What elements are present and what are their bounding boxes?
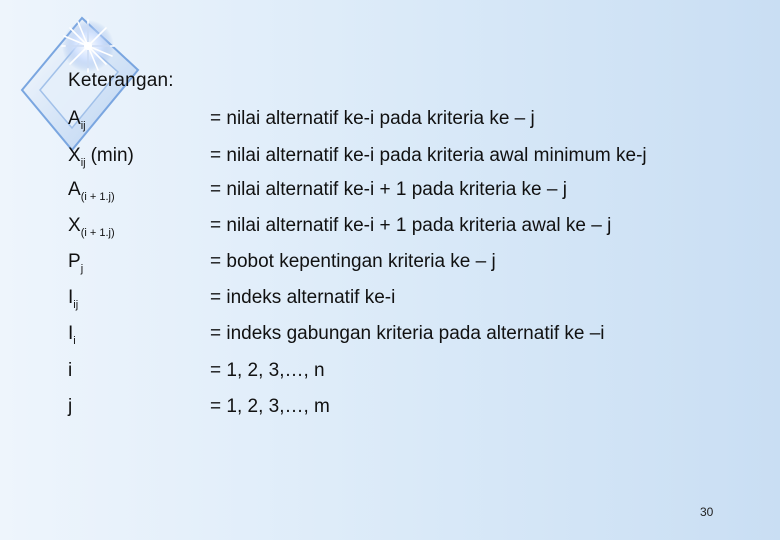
legend-symbol: i (68, 360, 73, 381)
legend-row (68, 360, 768, 388)
legend-symbol: $P_j$ (68, 251, 84, 275)
legend-row (68, 215, 768, 243)
page-number: 30 (700, 505, 714, 519)
legend-definition: = 1, 2, 3,…, m (210, 396, 330, 417)
legend-row (68, 396, 768, 424)
legend-definition: = indeks alternatif ke-i (210, 287, 396, 308)
legend-definition: = 1, 2, 3,…, n (210, 360, 325, 381)
legend-symbol: j (68, 396, 73, 417)
legend-definition: = nilai alternatif ke-i + 1 pada kriteria ke – j (210, 179, 567, 200)
legend-definition: = bobot kepentingan kriteria ke – j (210, 251, 496, 272)
legend-symbol: $I_{ij}$ (68, 287, 79, 311)
legend-symbol: $X_{ij}$ (min) (68, 145, 134, 169)
legend-symbol: $I_i$ (68, 323, 76, 347)
legend-row (68, 108, 768, 136)
legend-row (68, 145, 768, 173)
legend-row (68, 179, 768, 207)
legend-definition: = nilai alternatif ke-i pada kriteria ke – j (210, 108, 535, 129)
legend-symbol: $A_{(i + 1.j)}$ (68, 179, 115, 203)
legend-row (68, 287, 768, 315)
legend-definition: = indeks gabungan kriteria pada alternatif ke –i (210, 323, 605, 344)
legend-row (68, 323, 768, 351)
slide-title: Keterangan: (68, 70, 174, 91)
legend-symbol: $X_{(i + 1.j)}$ (68, 215, 115, 239)
legend-row (68, 251, 768, 279)
legend-symbol: $A_{ij}$ (68, 108, 86, 132)
legend-definition: = nilai alternatif ke-i pada kriteria awal minimum ke-j (210, 145, 647, 166)
sparkle-core-shape (84, 42, 92, 50)
legend-definition: = nilai alternatif ke-i + 1 pada kriteria awal ke – j (210, 215, 612, 236)
